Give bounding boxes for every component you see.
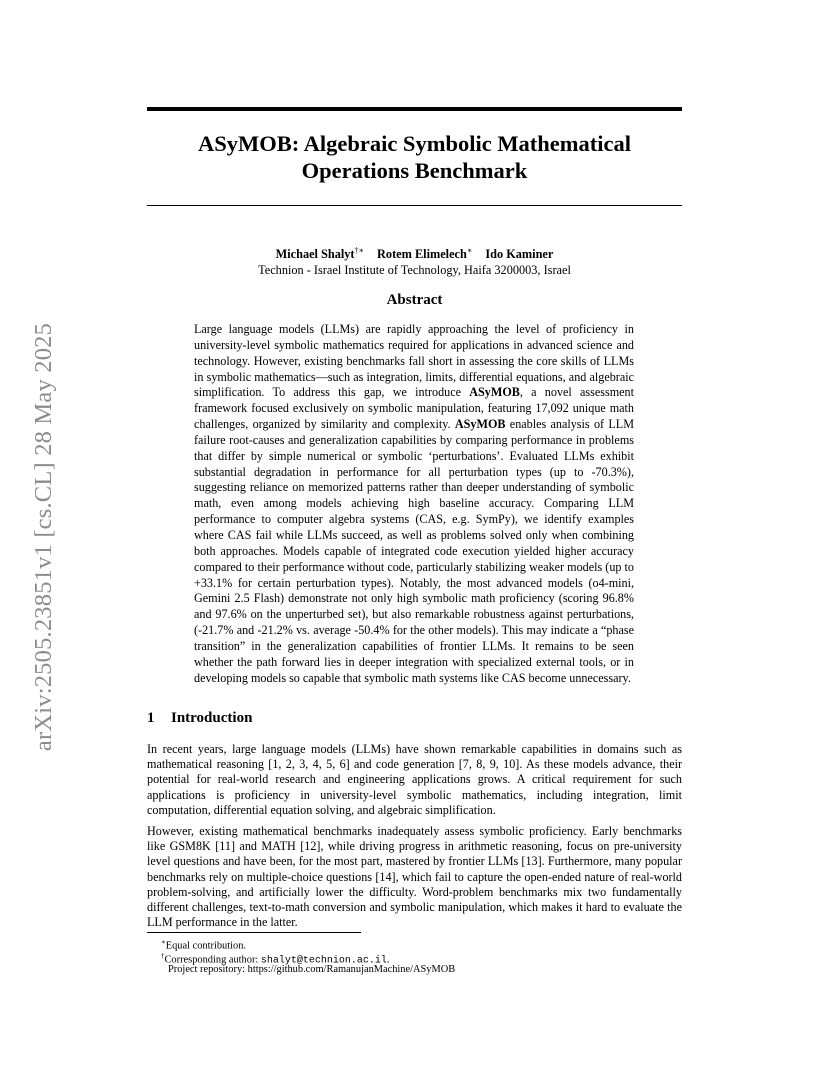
title-top-rule bbox=[147, 107, 682, 111]
abstract-segment: enables analysis of LLM failure root-causes and generalization capabilities by comparing performance in problems that differ by simple numerical or symbolic ‘perturbations’. Evaluated LLMs exhibit substantial degradation in performance for all perturbation types (up to -70.3%), suggesting reliance on memorized patterns rather than deeper understanding of symbolic math, even among models achieving high baseline accuracy. Comparing LLM performance to computer algebra systems (CAS, e.g. SymPy), we identify examples where CAS fail while LLMs succeed, as well as problems solved only when combining both approaches. Models capable of integrated code execution yielded higher accuracy compared to their performance without code, particularly stabilizing weaker models (up to +33.1% for certain perturbation types). Notably, the most advanced models (o4-mini, Gemini 2.5 Flash) demonstrate not only high symbolic math proficiency (scoring 96.8% and 97.6% on the unperturbed set), but also remarkable robustness against perturbations, (-21.7% and -21.2% vs. average -50.4% for the other models). This may indicate a “phase transition” in the generalization capabilities of frontier LLMs. It remains to be seen whether the path forward lies in deeper integration with specialized external tools, or in developing models so capable that symbolic math systems like CAS become unnecessary. bbox=[194, 417, 635, 685]
footnote-mark: ∗ bbox=[161, 938, 166, 946]
arxiv-identifier: arXiv:2505.23851v1 [cs.CL] 28 May 2025 bbox=[30, 322, 57, 752]
footnote-repository[interactable]: Project repository: https://github.com/RamanujanMachine/ASyMOB bbox=[168, 964, 456, 975]
abstract-text bbox=[194, 322, 634, 686]
abstract-segment: , a novel assessment framework focused exclusively on symbolic manipulation, featuring 17,092 unique math challenges, organized by similarity and complexity. bbox=[194, 385, 634, 432]
author-marks: †∗ bbox=[354, 246, 364, 255]
title-line-1: ASyMOB: Algebraic Symbolic Mathematical bbox=[197, 131, 632, 156]
intro-paragraph-1: In recent years, large language models (LLMs) have shown remarkable capabilities in domains such as mathematical reasoning [1, 2, 3, 4, 5, 6] and code generation [7, 8, 9, 10]. As these models advance, their potential for real-world research and engineering applications grows. A critical requirement for such applications is proficiency in university-level symbolic mathematics, including integration, limit computation, differential equation solving, and algebraic simplification. bbox=[147, 742, 682, 817]
title-bottom-rule bbox=[147, 205, 682, 206]
intro-paragraph-2: However, existing mathematical benchmarks inadequately assess symbolic proficiency. Early benchmarks like GSM8K [11] and MATH [12], while driving progress in arithmetic reasoning, focus on pre-university level questions and have been, for the most part, mastered by frontier LLMs [13]. Furthermore, many popular benchmarks rely on multiple-choice questions [14], which fail to capture the open-ended nature of real-world problem-solving, and artificially lower the difficulty. Word-problem benchmarks mix two fundamentally different challenges, text-to-math conversion and symbolic manipulation, which makes it hard to evaluate the LLM performance in the latter. bbox=[147, 824, 682, 930]
footnote-text: Corresponding author: bbox=[164, 954, 261, 966]
author-marks: ∗ bbox=[466, 246, 473, 255]
section-heading bbox=[147, 710, 252, 727]
section-number: 1 bbox=[147, 710, 155, 726]
footnote-text: Equal contribution. bbox=[165, 940, 246, 952]
author-name: Michael Shalyt bbox=[275, 247, 355, 262]
author-names bbox=[147, 243, 682, 262]
footnote-mark: † bbox=[161, 952, 165, 960]
affiliation: Technion - Israel Institute of Technology, Haifa 3200003, Israel bbox=[258, 263, 571, 278]
title-line-2: Operations Benchmark bbox=[301, 158, 528, 183]
abstract-segment: Large language models (LLMs) are rapidly approaching the level of proficiency in university-level symbolic mathematics required for applications in advanced science and technology. However, existing benchmarks fall short in assessing the core skills of LLMs in symbolic mathematics—such as integration, limits, differential equations, and algebraic simplification. To address this gap, we introduce bbox=[194, 322, 634, 400]
abstract-heading: Abstract bbox=[386, 292, 443, 308]
paper-title bbox=[147, 130, 682, 184]
author-name: Rotem Elimelech bbox=[377, 247, 467, 262]
footnote-text: . bbox=[386, 954, 390, 966]
footnote-rule bbox=[147, 932, 361, 933]
author-name: Ido Kaminer bbox=[485, 247, 554, 262]
author-email[interactable]: shalyt@technion.ac.il bbox=[260, 955, 387, 967]
benchmark-name: ASyMOB bbox=[454, 417, 506, 432]
author-block bbox=[147, 243, 682, 278]
section-title: Introduction bbox=[171, 710, 253, 726]
benchmark-name: ASyMOB bbox=[469, 385, 520, 400]
